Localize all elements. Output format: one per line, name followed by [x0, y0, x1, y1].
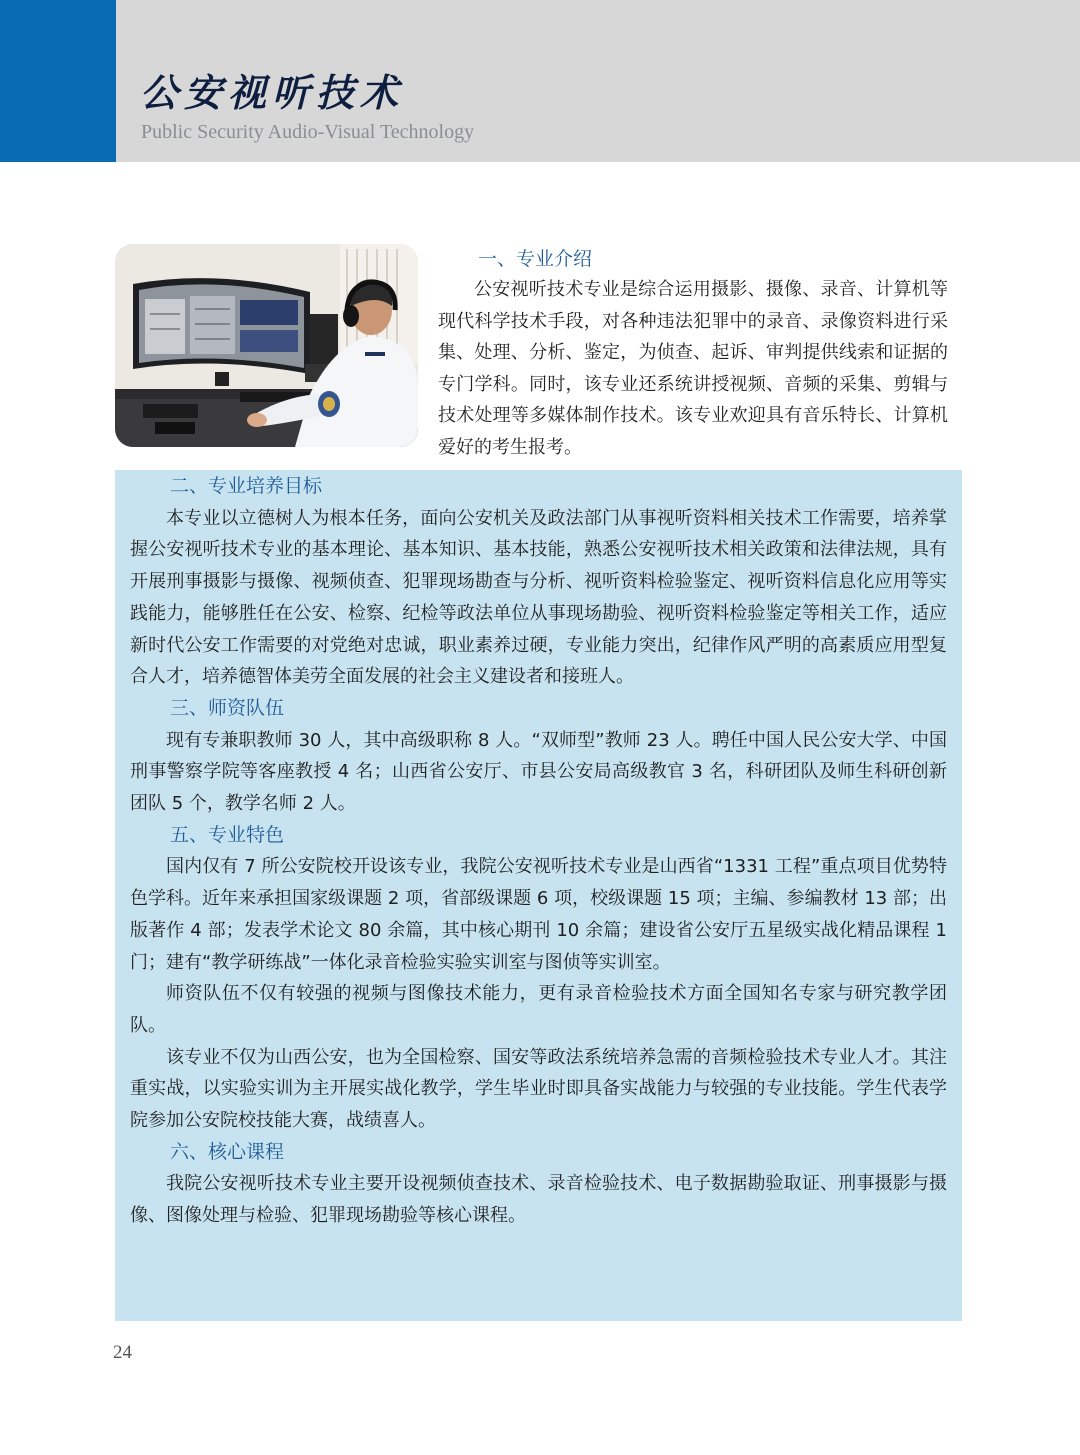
section-heading-faculty: 三、师资队伍: [170, 696, 285, 719]
intro-paragraph: 公安视听技术专业是综合运用摄影、摄像、录音、计算机等现代科学技术手段，对各种违法犯罪中的录音、录像资料进行采集、处理、分析、鉴定，为侦查、起诉、审判提供线索和证据的专门学科。同时，该专业还系统讲授视频、音频的采集、剪辑与技术处理等多媒体制作技术。该专业欢迎具有音乐特长、计算机爱好的考生报考。: [438, 279, 948, 458]
section-paragraph: 国内仅有 7 所公安院校开设该专业，我院公安视听技术专业是山西省“1331 工程”重点项目优势特色学科。近年来承担国家级课题 2 项，省部级课题 6 项，校级课题 15 项；主编、参编教材 13 部；出版著作 4 部；发表学术论文 80 余篇，其中核心期刊 10 余篇；建设省公安厅五星级实战化精品课程 1 门；建有“教学研练战”一体化录音检验实验实训室与图侦等实训室。: [130, 856, 947, 973]
section-paragraph: 我院公安视听技术专业主要开设视频侦查技术、录音检验技术、电子数据勘验取证、刑事摄影与摄像、图像处理与检验、犯罪现场勘验等核心课程。: [130, 1173, 947, 1227]
section-heading-courses: 六、核心课程: [170, 1140, 285, 1163]
intro-section: [438, 244, 948, 463]
section-paragraph: 现有专兼职教师 30 人，其中高级职称 8 人。“双师型”教师 23 人。聘任中国人民公安大学、中国刑事警察学院等客座教授 4 名；山西省公安厅、市县公安局高级教官 3 名，科研团队及师生科研创新团队 5 个，教学名师 2 人。: [130, 729, 947, 815]
header-accent-bar: [0, 0, 116, 162]
section-paragraph: 该专业不仅为山西公安，也为全国检察、国安等政法系统培养急需的音频检验技术专业人才。其注重实战，以实验实训为主开展实战化教学，学生毕业时即具备实战能力与较强的专业技能。学生代表学院参加公安院校技能大赛，战绩喜人。: [130, 1046, 947, 1132]
page-number: 24: [113, 1342, 132, 1363]
box-content: [130, 471, 947, 1232]
lab-photo: [115, 244, 418, 447]
section-paragraph: 本专业以立德树人为根本任务，面向公安机关及政法部门从事视听资料相关技术工作需要，培养掌握公安视听技术专业的基本理论、基本知识、基本技能，熟悉公安视听技术相关政策和法律法规，具有开展刑事摄影与摄像、视频侦查、犯罪现场勘查与分析、视听资料检验鉴定、视听资料信息化应用等实践能力，能够胜任在公安、检察、纪检等政法单位从事现场勘验、视听资料检验鉴定等相关工作，适应新时代公安工作需要的对党绝对忠诚，职业素养过硬，专业能力突出，纪律作风严明的高素质应用型复合人才，培养德智体美劳全面发展的社会主义建设者和接班人。: [130, 507, 947, 688]
header-title: 公安视听技术: [140, 70, 405, 115]
section-heading-features: 五、专业特色: [170, 823, 285, 846]
officer-at-workstation-illustration: [115, 244, 418, 447]
intro-heading: 一、专业介绍: [478, 248, 593, 270]
section-paragraph: 师资队伍不仅有较强的视频与图像技术能力，更有录音检验技术方面全国知名专家与研究教学团队。: [130, 983, 947, 1036]
section-heading-goals: 二、专业培养目标: [170, 475, 323, 497]
header-subtitle: Public Security Audio-Visual Technology: [141, 121, 475, 143]
